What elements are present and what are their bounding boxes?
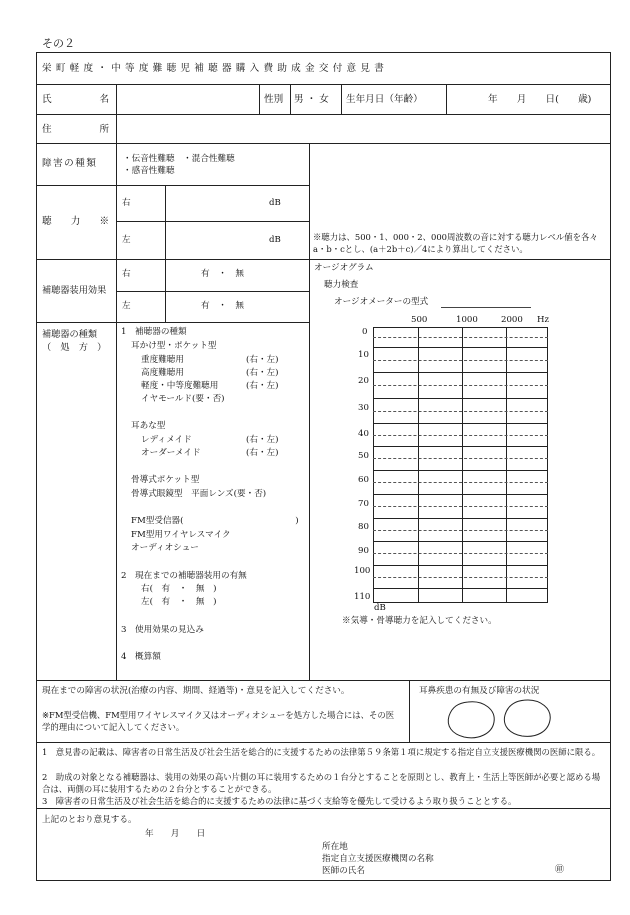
doc-label: その２ xyxy=(42,37,75,50)
side-option[interactable]: (右・左) xyxy=(246,435,279,445)
doctor-name-label: 医師の氏名 xyxy=(322,866,365,876)
seal-mark: ㊞ xyxy=(555,865,565,875)
aid-item[interactable]: レディメイド xyxy=(141,435,192,445)
aid-item[interactable]: 耳あな型 xyxy=(131,421,166,431)
db-label-40: 40 xyxy=(358,429,369,439)
note-2: 2 助成の対象となる補聴器は、装用の効果の高い片側の耳に装用するための１台分とすることを原則とし、教育上・生活上等医師が必要と認める場合は、両側の耳に装用するための２台分とすることができる。 xyxy=(42,772,601,794)
ear-diagram[interactable] xyxy=(440,696,560,740)
aid-effect-right-value[interactable]: 有 ・ 無 xyxy=(201,269,244,279)
signature-date[interactable]: 年 月 日 xyxy=(145,829,206,839)
address-label: 住 所 xyxy=(42,124,110,135)
form-title: 栄 町 軽 度 ・ 中 等 度 難 聴 児 補 聴 器 購 入 費 助 成 金 交 付 意 見 書 xyxy=(42,63,385,74)
signature-intro: 上記のとおり意見する。 xyxy=(42,815,137,825)
side-option[interactable]: (右・左) xyxy=(246,448,279,458)
hearing-left-label: 左 xyxy=(122,235,131,245)
db-label-50: 50 xyxy=(358,451,369,461)
aid-item[interactable]: 耳かけ型・ポケット型 xyxy=(131,341,217,351)
aid-item[interactable]: 高度難聴用 xyxy=(141,368,184,378)
aid-item[interactable]: 左( 有 ・ 無 ) xyxy=(141,597,217,607)
hearing-label: 聴 力 ※ xyxy=(42,216,110,227)
name-label: 氏 名 xyxy=(42,94,110,105)
aid-item[interactable]: オーディオシュー xyxy=(131,543,199,553)
aid-item[interactable]: イヤモールド(要・否) xyxy=(141,394,225,404)
audiogram-note: ※気導・骨導聴力を記入してください。 xyxy=(342,616,497,626)
ear-left-outline xyxy=(504,700,550,736)
db-label-80: 80 xyxy=(358,522,369,532)
aid-effect-left-label: 左 xyxy=(122,301,131,311)
disability-label: 障害の種類 xyxy=(42,158,98,169)
sex-label: 性別 xyxy=(264,94,284,105)
fm-note: ※FM型受信機、FM型用ワイヤレスマイク又はオーディオシューを処方した場合には、その医学的理由について記入してください。 xyxy=(42,710,395,732)
db-unit: dB xyxy=(374,603,386,613)
audiometer-field[interactable] xyxy=(441,307,531,308)
status-instruction: 現在までの障害の状況(治療の内容、期間、経過等)・意見を記入してください。 xyxy=(42,686,350,696)
disability-types-1[interactable]: ・伝音性難聴 ・混合性難聴 xyxy=(123,154,235,164)
hearing-right-unit: dB xyxy=(269,198,281,208)
side-option[interactable]: (右・左) xyxy=(246,355,279,365)
disability-types-2[interactable]: ・感音性難聴 xyxy=(123,166,175,176)
aid-type-sub-label: （ 処 方 ） xyxy=(42,342,107,353)
ent-label: 耳鼻疾患の有無及び障害の状況 xyxy=(419,686,540,696)
side-option[interactable]: (右・左) xyxy=(246,381,279,391)
audiogram-freq-500: 500 xyxy=(411,315,428,325)
aid-item[interactable]: 骨導式眼鏡型 平面レンズ(要・否) xyxy=(131,489,267,499)
aid-item[interactable]: FM型受信器( ) xyxy=(131,516,299,526)
audiogram-sub: 聴力検査 xyxy=(324,280,359,290)
aid-item[interactable]: オーダーメイド xyxy=(141,448,201,458)
audiogram-freq-2000: 2000 xyxy=(501,315,523,325)
db-label-30: 30 xyxy=(358,403,369,413)
dob-field[interactable]: 年 月 日( 歳) xyxy=(488,94,592,105)
aid-type-label: 補聴器の種類 xyxy=(42,329,98,340)
audiogram-freq-1000: 1000 xyxy=(456,315,478,325)
aid-item: 2 現在までの補聴器装用の有無 xyxy=(121,571,247,581)
institution-address-label: 所在地 xyxy=(322,842,348,852)
address-field[interactable] xyxy=(118,116,608,142)
aid-item[interactable]: 軽度・中等度難聴用 xyxy=(141,381,219,391)
aid-effect-right-label: 右 xyxy=(122,269,131,279)
aid-item[interactable]: 重度難聴用 xyxy=(141,355,184,365)
db-label-10: 10 xyxy=(358,350,369,360)
aid-item: 4 概算額 xyxy=(121,652,161,662)
aid-item: 1 補聴器の種類 xyxy=(121,327,187,337)
hearing-right-label: 右 xyxy=(122,198,131,208)
db-label-70: 70 xyxy=(358,499,369,509)
audiogram-heading: オージオグラム xyxy=(314,263,374,273)
db-label-100: 100 xyxy=(354,566,371,576)
aid-item[interactable]: 骨導式ポケット型 xyxy=(131,475,200,485)
db-label-20: 20 xyxy=(358,376,369,386)
aid-effect-left-value[interactable]: 有 ・ 無 xyxy=(201,301,244,311)
audiometer-label: オージオメーターの型式 xyxy=(334,297,429,307)
db-label-60: 60 xyxy=(358,475,369,485)
note-1: 1 意見書の記載は、障害者の日常生活及び社会生活を総合的に支援するための法律第５９条第１項に規定する指定自立支援医療機関の医師に限る。 xyxy=(42,747,601,757)
side-option[interactable]: (右・左) xyxy=(246,368,279,378)
db-label-0: 0 xyxy=(362,327,368,337)
hearing-left-unit: dB xyxy=(269,235,281,245)
sex-options[interactable]: 男 ・ 女 xyxy=(294,94,329,105)
aid-item[interactable]: FM型用ワイヤレスマイク xyxy=(131,530,231,540)
hearing-note: ※聴力は、500・1、000・2、000周波数の音に対する聴力レベル値を各々a・b・cとし、(a＋2b＋c)／4により算出してください。 xyxy=(313,232,598,254)
note-3: 3 障害者の日常生活及び社会生活を総合的に支援するための法律に基づく支給等を優先して受けるよう取り扱うこととする。 xyxy=(42,796,517,806)
ear-right-outline xyxy=(448,702,494,738)
audiogram-freq-unit: Hz xyxy=(537,315,550,325)
aid-effect-label: 補聴器装用効果 xyxy=(42,285,107,296)
aid-item: 3 使用効果の見込み xyxy=(121,625,204,635)
db-label-90: 90 xyxy=(358,546,369,556)
aid-item[interactable]: 右( 有 ・ 無 ) xyxy=(141,584,217,594)
db-label-110: 110 xyxy=(354,592,371,602)
status-field[interactable] xyxy=(38,724,39,725)
institution-name-label: 指定自立支援医療機関の名称 xyxy=(322,854,434,864)
dob-label: 生年月日（年齢） xyxy=(346,94,423,105)
